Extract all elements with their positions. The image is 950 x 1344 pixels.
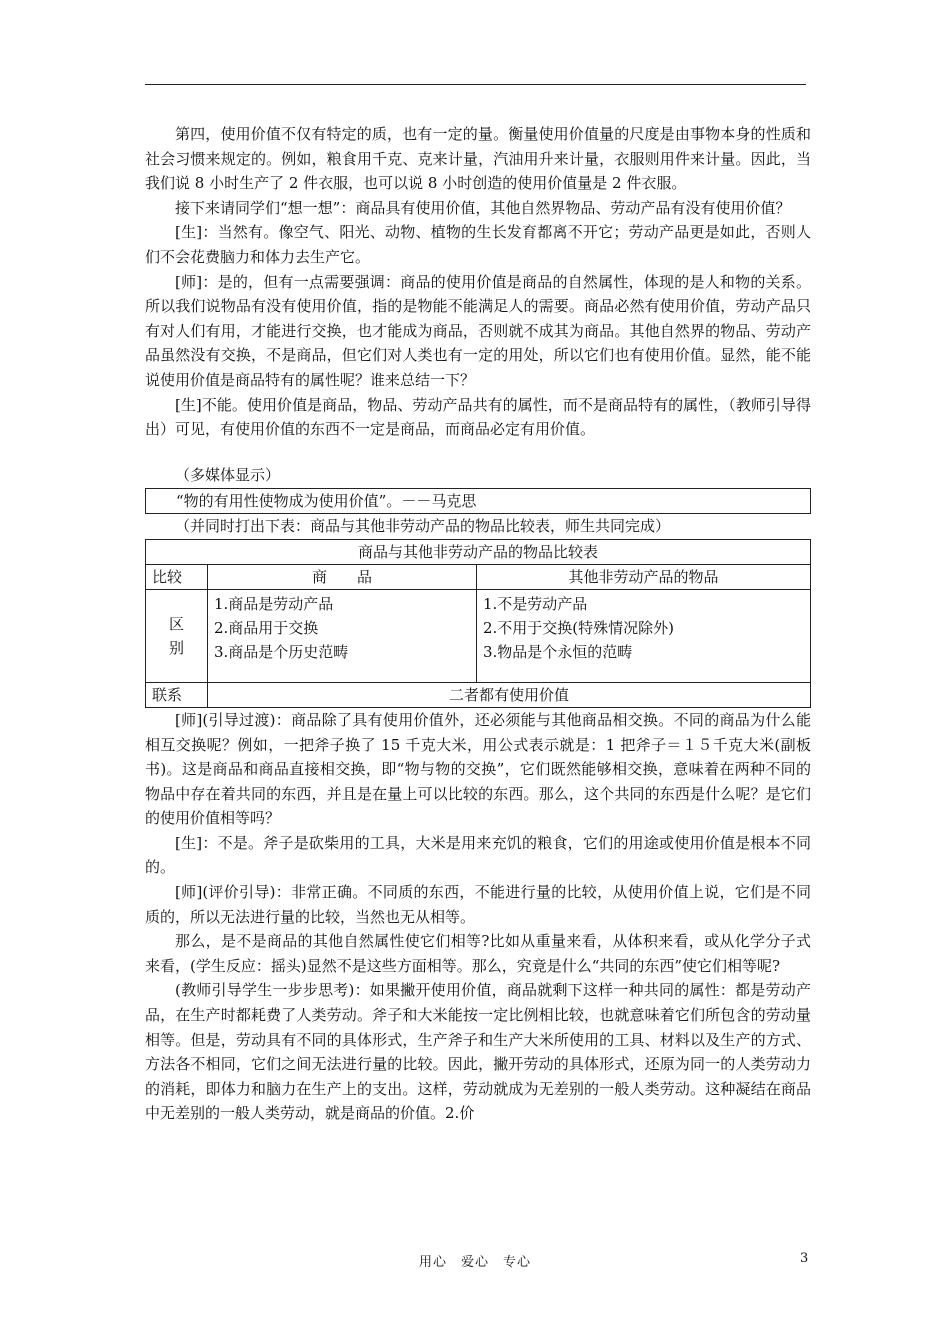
table-notice: （并同时打出下表：商品与其他非劳动产品的物品比较表，师生共同完成） — [175, 517, 671, 536]
speaker-tag: [师] — [175, 710, 203, 729]
paragraph-1: 第四，使用价值不仅有特定的质，也有一定的量。衡量使用价值量的尺度是由事物本身的性质和社会习惯来规定的。例如，粮食用千克、克来计量，汽油用升来计量，衣服则用件来计量。因此，当我们说 8 小时生产了 2 件衣服，也可以说 8 小时创造的使用价值量是 2 件衣服。 — [145, 125, 811, 193]
paragraph-3: [生]：当然有。像空气、阳光、动物、植物的生长发育都离不开它；劳动产品更是如此，否则人们不会花费脑力和体力去生产它。 — [145, 223, 811, 266]
speaker-tag: [生] — [175, 833, 203, 852]
comparison-table — [145, 539, 811, 708]
paragraph-6: [师](引导过渡)：商品除了具有使用价值外，还必须能与其他商品相交换。不同的商品为什么能相互交换呢？例如，一把斧子换了 15 千克大米，用公式表示就是：1 把斧子＝１５千克大米(副板书)。这是商品和商品直接相交换，即“物与物的交换”，它们既然能够相交换，意味着在两种不同的物品中存在着共同的东西，并且是在量上可以比较的东西。那么，这个共同的东西是什么呢？是它们的使用价值相等吗？ — [145, 710, 811, 828]
paragraph-4: [师]：是的，但有一点需要强调：商品的使用价值是商品的自然属性，体现的是人和物的关系。所以我们说物品有没有使用价值，指的是物能不能满足人的需要。商品必然有使用价值，劳动产品只有对人们有用，才能进行交换，也才能成为商品，否则就不成其为商品。其他自然界的物品、劳动产品虽然没有交换，不是商品，但它们对人类也有一定的用处，所以它们也有使用价值。显然，能不能说使用价值是商品特有的属性呢？谁来总结一下？ — [145, 272, 811, 389]
list-item: 1.商品是劳动产品 — [214, 594, 334, 613]
quote-box — [145, 488, 811, 514]
document-body — [145, 122, 811, 1126]
list-item: 3.物品是个永恒的范畴 — [483, 642, 633, 661]
row-label-difference: 区 别 — [146, 589, 208, 682]
page-number: 3 — [800, 1251, 809, 1266]
multimedia-label: （多媒体显示） — [175, 465, 281, 484]
paragraph-7: [生]：不是。斧子是砍柴用的工具，大米是用来充饥的粮食，它们的用途或使用价值是根本不同的。 — [145, 833, 811, 877]
other-differences — [477, 589, 811, 682]
marx-quote: “物的有用性使物成为使用价值”。－－马克思 — [176, 492, 477, 511]
paragraph-9: 那么，是不是商品的其他自然属性使它们相等?比如从重量来看，从体积来看，或从化学分子式来看，(学生反应：摇头)显然不是这些方面相等。那么，究竟是什么“共同的东西”使它们相等呢? — [145, 932, 811, 975]
speaker-tag: [生] — [175, 395, 202, 414]
list-item: 3.商品是个历史范畴 — [214, 642, 349, 661]
relation-cell: 二者都有使用价值 — [208, 682, 811, 707]
paragraph-2: 接下来请同学们“想一想”：商品具有使用价值，其他自然界物品、劳动产品有没有使用价值？ — [175, 198, 791, 217]
paragraph-10: (教师引导学生一步步思考)：如果撇开使用价值，商品就剩下这样一种共同的属性：都是劳动产品，在生产时都耗费了人类劳动。斧子和大米能按一定比例相比较，也就意味着它们所包含的劳动量相等。但是，劳动具有不同的具体形式，生产斧子和生产大米所使用的工具、材料以及生产的方式、方法各不相同，它们之间无法进行量的比较。因此，撇开劳动的具体形式，还原为同一的人类劳动力的消耗，即体力和脑力在生产上的支出。这样，劳动就成为无差别的一般人类劳动。这种凝结在商品中无差别的一般人类劳动，就是商品的价值。2.价 — [145, 981, 811, 1123]
table-title: 商品与其他非劳动产品的物品比较表 — [146, 539, 811, 564]
paragraph-8: [师](评价引导)：非常正确。不同质的东西，不能进行量的比较，从使用价值上说，它们是不同质的，所以无法进行量的比较，当然也无从相等。 — [145, 883, 811, 926]
speaker-tag: [师] — [175, 883, 203, 902]
row-label-relation: 联系 — [146, 682, 208, 707]
header-other: 其他非劳动产品的物品 — [477, 564, 811, 589]
speaker-tag: [师] — [175, 272, 203, 291]
list-item: 2.不用于交换(特殊情况除外) — [483, 618, 675, 637]
list-item: 2.商品用于交换 — [214, 618, 319, 637]
header-goods: 商 品 — [208, 564, 477, 589]
speaker-tag: [生] — [175, 223, 203, 242]
header-rule — [145, 84, 806, 85]
paragraph-5: [生]不能。使用价值是商品，物品、劳动产品共有的属性，而不是商品特有的属性，（教师引导得出）可见，有使用价值的东西不一定是商品，而商品必定有用价值。 — [145, 395, 811, 439]
header-compare: 比较 — [146, 564, 208, 589]
list-item: 1.不是劳动产品 — [483, 594, 588, 613]
footer-motto: 用心 爱心 专心 — [418, 1255, 531, 1270]
goods-differences — [208, 589, 477, 682]
